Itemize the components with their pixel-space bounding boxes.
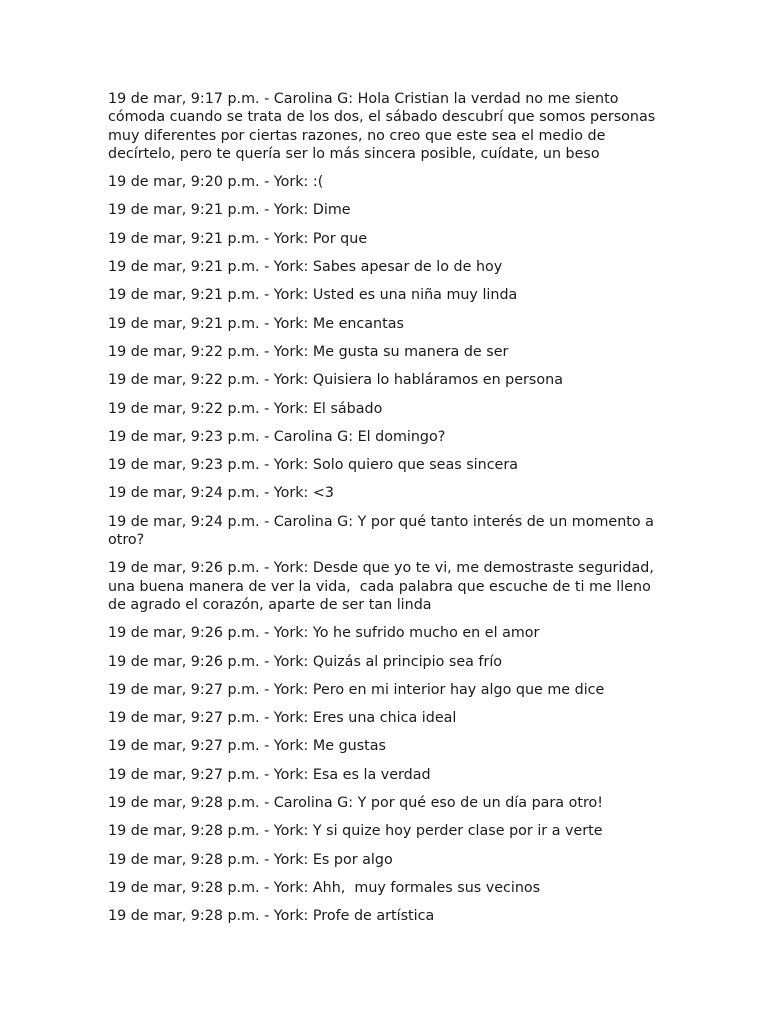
- chat-message: 19 de mar, 9:21 p.m. - York: Sabes apesar de lo de hoy: [108, 259, 503, 276]
- chat-message: 19 de mar, 9:22 p.m. - York: El sábado: [108, 400, 383, 417]
- chat-message: 19 de mar, 9:27 p.m. - York: Me gustas: [108, 738, 386, 755]
- chat-message: 19 de mar, 9:24 p.m. - York: <3: [108, 485, 334, 502]
- chat-message: 19 de mar, 9:26 p.m. - York: Yo he sufrido mucho en el amor: [108, 625, 540, 642]
- chat-transcript-page: [108, 90, 668, 936]
- chat-message: 19 de mar, 9:22 p.m. - York: Quisiera lo habláramos en persona: [108, 372, 563, 389]
- chat-message: 19 de mar, 9:27 p.m. - York: Eres una chica ideal: [108, 710, 457, 727]
- chat-message: 19 de mar, 9:23 p.m. - York: Solo quiero que seas sincera: [108, 457, 518, 474]
- chat-message: 19 de mar, 9:21 p.m. - York: Usted es una niña muy linda: [108, 287, 518, 304]
- chat-message: 19 de mar, 9:21 p.m. - York: Me encantas: [108, 315, 404, 332]
- chat-message: 19 de mar, 9:21 p.m. - York: Por que: [108, 230, 368, 247]
- chat-message: 19 de mar, 9:28 p.m. - York: Profe de artística: [108, 908, 435, 925]
- chat-message: 19 de mar, 9:21 p.m. - York: Dime: [108, 202, 351, 219]
- chat-message: 19 de mar, 9:26 p.m. - York: Desde que yo te vi, me demostraste seguridad, una buena manera de ver la vida, cada palabra que escuche de ti me lleno de agrado el corazón, aparte de ser tan linda: [108, 560, 659, 613]
- chat-message: 19 de mar, 9:27 p.m. - York: Esa es la verdad: [108, 766, 431, 783]
- chat-message: 19 de mar, 9:28 p.m. - York: Ahh, muy formales sus vecinos: [108, 879, 541, 896]
- chat-message: 19 de mar, 9:28 p.m. - Carolina G: Y por qué eso de un día para otro!: [108, 795, 603, 812]
- chat-message: 19 de mar, 9:28 p.m. - York: Es por algo: [108, 851, 393, 868]
- chat-message: 19 de mar, 9:24 p.m. - Carolina G: Y por qué tanto interés de un momento a otro?: [108, 513, 659, 549]
- chat-message: 19 de mar, 9:22 p.m. - York: Me gusta su manera de ser: [108, 343, 509, 360]
- chat-message: 19 de mar, 9:23 p.m. - Carolina G: El domingo?: [108, 428, 446, 445]
- chat-message: 19 de mar, 9:20 p.m. - York: :(: [108, 174, 324, 191]
- chat-message: 19 de mar, 9:17 p.m. - Carolina G: Hola Cristian la verdad no me siento cómoda cuando se trata de los dos, el sábado descubrí que somos personas muy diferentes por ciertas razones, no creo que este sea el medio de decírtelo, pero te quería ser lo más sincera posible, cuídate, un beso: [108, 91, 660, 162]
- chat-message: 19 de mar, 9:26 p.m. - York: Quizás al principio sea frío: [108, 653, 503, 670]
- chat-message: 19 de mar, 9:27 p.m. - York: Pero en mi interior hay algo que me dice: [108, 681, 605, 698]
- chat-message: 19 de mar, 9:28 p.m. - York: Y si quize hoy perder clase por ir a verte: [108, 823, 603, 840]
